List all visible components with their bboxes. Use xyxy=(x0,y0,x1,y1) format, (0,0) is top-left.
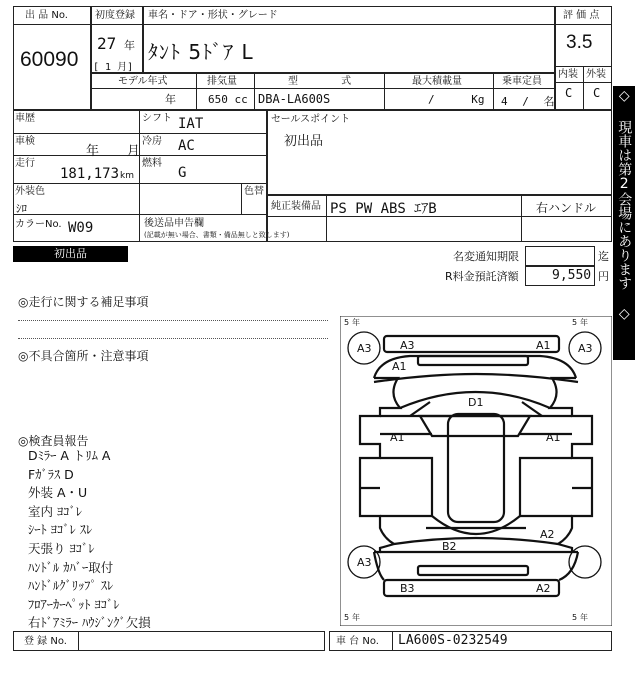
type-label: 型 式 xyxy=(288,76,352,87)
car-name: ﾀﾝﾄ 5ﾄﾞｱ L xyxy=(148,40,254,64)
code-front-bumper-left: A3 xyxy=(400,339,415,352)
car-name-label: 車名・ドア・形状・グレード xyxy=(148,10,278,21)
inspector-line: 室内 ﾖｺﾞﾚ xyxy=(28,503,82,519)
capacity: 4 / 名 xyxy=(501,95,555,108)
score-label: 評 価 点 xyxy=(563,10,600,21)
supplement-heading: ◎走行に関する補足事項 xyxy=(18,295,149,309)
sales-point-text: 初出品 xyxy=(284,134,324,149)
defects-heading: ◎不具合箇所・注意事項 xyxy=(18,349,149,363)
model-year-unit: 年 xyxy=(165,93,176,106)
deadline-field[interactable] xyxy=(525,246,595,266)
fee-label: R料金預託済額 xyxy=(445,270,519,283)
first-registration-month: [ 1 月] xyxy=(93,62,134,73)
fee-unit: 円 xyxy=(598,270,609,283)
color-change-label: 色替 xyxy=(244,186,264,197)
exterior-label: 外装 xyxy=(586,69,606,80)
type: DBA-LA600S xyxy=(258,92,331,106)
code-rear-bumper-right: A2 xyxy=(536,582,551,595)
deadline-unit: 迄 xyxy=(598,250,609,263)
first-registration-label: 初度登録 xyxy=(95,10,135,21)
inspection-label: 車検 xyxy=(15,136,35,147)
fuel-label: 燃料 xyxy=(142,158,162,169)
chassis-no-label: 車 台 No. xyxy=(336,636,379,647)
inspector-line: ｼｰﾄ ﾖｺﾞﾚ ｽﾚ xyxy=(28,522,93,538)
history-label: 車歴 xyxy=(15,113,35,124)
spare-top-right: 5 xyxy=(572,318,578,327)
code-rear-bumper-left: B3 xyxy=(400,582,415,595)
code-rear-left-wheel: A3 xyxy=(357,556,372,569)
svg-text:年: 年 xyxy=(352,613,360,622)
inspector-line: 天張り ﾖｺﾞﾚ xyxy=(28,541,95,556)
code-left-fender: A1 xyxy=(392,360,407,373)
handle-position: 右ハンドル xyxy=(536,201,597,215)
svg-text:年: 年 xyxy=(352,318,360,327)
code-front-bumper-right: A1 xyxy=(536,339,551,352)
spare-bottom-left: 5 xyxy=(344,613,350,622)
first-registration-year: 27 xyxy=(97,34,117,53)
code-front-right-wheel: A3 xyxy=(578,342,593,355)
lot-number-label: 出 品 No. xyxy=(25,10,68,21)
displacement-label: 排気量 xyxy=(207,76,237,87)
car-damage-diagram xyxy=(340,316,612,626)
spare-bottom-right: 5 xyxy=(572,613,578,622)
interior-grade: C xyxy=(565,86,573,100)
score-value: 3.5 xyxy=(566,32,593,53)
shift-label: シフト xyxy=(142,113,172,124)
equipment-label: 純正装備品 xyxy=(271,201,321,212)
inspector-line: ﾊﾝﾄﾞﾙｸﾞﾘｯﾌﾟ ｽﾚ xyxy=(28,578,114,594)
ac-label: 冷房 xyxy=(142,136,162,147)
first-listing-badge: 初出品 xyxy=(13,246,128,262)
capacity-label: 乗車定員 xyxy=(502,76,542,87)
ac: AC xyxy=(178,138,195,154)
mileage-unit: km xyxy=(120,171,134,181)
lot-number: 60090 xyxy=(20,48,79,71)
code-rear-glass: B2 xyxy=(442,540,457,553)
color-no-label: カラーNo. xyxy=(15,219,62,230)
interior-label: 内装 xyxy=(558,69,578,80)
docs-label: 後送品申告欄 xyxy=(144,218,204,229)
code-right-doors: A1 xyxy=(546,431,561,444)
deadline-label: 名変通知期限 xyxy=(453,250,519,263)
fee-value: 9,550 xyxy=(552,268,592,283)
mileage-label: 走行 xyxy=(15,158,35,169)
spare-top-left: 5 xyxy=(344,318,350,327)
shift: IAT xyxy=(178,116,204,132)
year-unit: 年 xyxy=(124,39,135,52)
registration-no-label: 登 録 No. xyxy=(24,636,67,647)
model-year-label: モデル年式 xyxy=(118,76,168,87)
color-no: W09 xyxy=(68,220,94,236)
code-front-left-wheel: A3 xyxy=(357,342,372,355)
inspector-line: ﾌﾛｱｰｶｰﾍﾟｯﾄ ﾖｺﾞﾚ xyxy=(28,596,120,612)
equipment-items: PS PW ABS ｴｱB xyxy=(330,201,437,217)
ext-color: ｼﾛ xyxy=(16,202,27,215)
inspection-date: 年 月 xyxy=(86,144,140,159)
max-load: / Kg xyxy=(428,93,485,106)
displacement: 650 cc xyxy=(208,93,248,106)
inspector-heading: ◎検査員報告 xyxy=(18,434,89,448)
svg-text:年: 年 xyxy=(580,613,588,622)
max-load-label: 最大積載量 xyxy=(412,76,462,87)
inspector-line: 右ﾄﾞｱﾐﾗｰ ﾊｳｼﾞﾝｸﾞ欠損 xyxy=(28,615,151,631)
ext-color-label: 外装色 xyxy=(15,186,45,197)
chassis-no: LA600S-0232549 xyxy=(398,633,508,648)
code-rear-right-quarter: A2 xyxy=(540,528,555,541)
inspector-line: Fｶﾞﾗｽ D xyxy=(28,466,74,482)
code-windshield: D1 xyxy=(468,396,484,409)
code-left-doors: A1 xyxy=(390,431,405,444)
exterior-grade: C xyxy=(593,86,601,100)
inspector-line: Dﾐﾗｰ A トﾘﾑ A xyxy=(28,448,111,463)
docs-note: (記載が無い場合、書類・備品無しと致します) xyxy=(144,231,290,239)
inspector-line: 外装 A・U xyxy=(28,485,88,501)
svg-text:年: 年 xyxy=(580,318,588,327)
mileage: 181,173 xyxy=(60,166,120,182)
side-banner-text: ◇ 現車は第2会場にあります ◇ xyxy=(616,88,633,322)
fuel: G xyxy=(178,165,187,181)
sales-point-label: セールスポイント xyxy=(271,114,351,125)
inspector-line: ﾊﾝﾄﾞﾙ ｶﾊﾞｰ取付 xyxy=(28,559,114,575)
